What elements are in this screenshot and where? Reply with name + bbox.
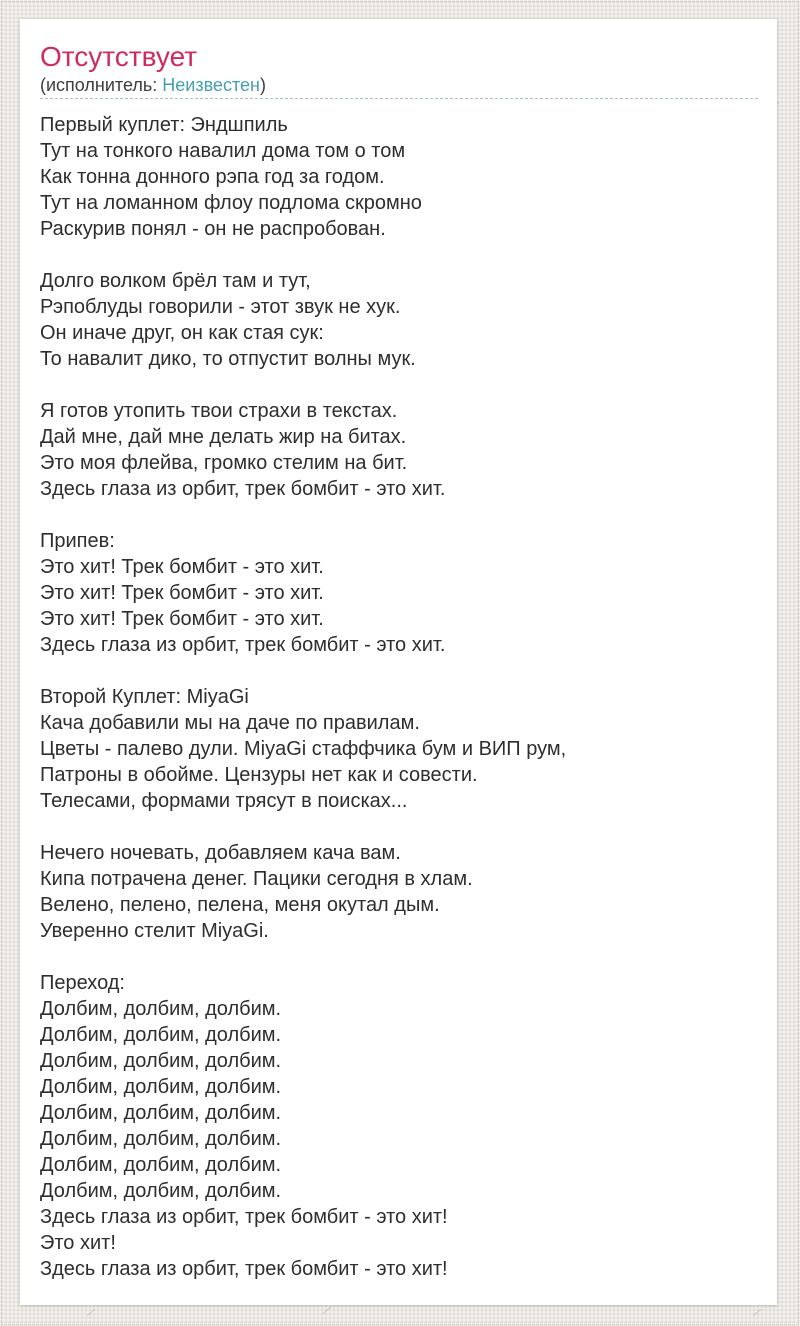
lyric-line: Долбим, долбим, долбим. — [40, 1024, 282, 1046]
stanza — [40, 398, 758, 502]
lyrics-card — [20, 19, 777, 1305]
lyric-line: Кача добавили мы на даче по правилам. — [40, 712, 420, 734]
artist-link[interactable]: Неизвестен — [162, 75, 260, 95]
stanza — [40, 268, 758, 372]
background-fiber-mark — [753, 1309, 761, 1316]
lyric-line: Припев: — [40, 530, 115, 552]
lyric-line: Переход: — [40, 972, 125, 994]
lyric-line: Это хит! Трек бомбит - это хит. — [40, 582, 324, 604]
artist-label: (исполнитель: — [40, 75, 163, 95]
lyric-line: Это хит! Трек бомбит - это хит. — [40, 608, 324, 630]
lyric-line: Долбим, долбим, долбим. — [40, 1050, 282, 1072]
stanza — [40, 112, 758, 242]
lyric-line: Долбим, долбим, долбим. — [40, 1076, 282, 1098]
lyric-line: Долбим, долбим, долбим. — [40, 1128, 282, 1150]
lyric-line: Это моя флейва, громко стелим на бит. — [40, 452, 408, 474]
lyric-line: Это хит! — [40, 1232, 116, 1254]
lyric-line: Здесь глаза из орбит, трек бомбит - это хит. — [40, 634, 446, 656]
lyric-line: Долго волком брёл там и тут, — [40, 270, 311, 292]
lyric-line: Велено, пелено, пелена, меня окутал дым. — [40, 894, 440, 916]
stanza — [40, 840, 758, 944]
lyric-line: Тут на тонкого навалил дома том о том — [40, 140, 406, 162]
lyric-line: Долбим, долбим, долбим. — [40, 1154, 282, 1176]
lyric-line: Первый куплет: Эндшпиль — [40, 114, 288, 136]
lyric-line: Он иначе друг, он как стая сук: — [40, 322, 324, 344]
lyric-line: Здесь глаза из орбит, трек бомбит - это хит! — [40, 1206, 448, 1228]
song-title-link[interactable]: Отсутствует — [40, 41, 198, 72]
lyrics-text — [40, 112, 758, 1282]
lyric-line: Кипа потрачена денег. Пацики сегодня в хлам. — [40, 868, 473, 890]
lyric-line: Долбим, долбим, долбим. — [40, 1102, 282, 1124]
background-fiber-mark — [323, 1307, 331, 1314]
lyric-line: Долбим, долбим, долбим. — [40, 1180, 282, 1202]
artist-line-closing-paren: ) — [259, 75, 266, 95]
lyric-line: Как тонна донного рэпа год за годом. — [40, 166, 385, 188]
artist-line — [40, 75, 758, 99]
lyric-line: Здесь глаза из орбит, трек бомбит - это хит. — [40, 478, 446, 500]
lyric-line: Цветы - палево дули. MiyaGi стаффчика бум и ВИП рум, — [40, 738, 567, 760]
lyric-line: Нечего ночевать, добавляем кача вам. — [40, 842, 401, 864]
lyric-line: Патроны в обойме. Цензуры нет как и совести. — [40, 764, 478, 786]
page-title — [40, 41, 758, 73]
stanza — [40, 970, 758, 1282]
lyric-line: Раскурив понял - он не распробован. — [40, 218, 386, 240]
stanza — [40, 684, 758, 814]
lyric-line: Уверенно стелит MiyaGi. — [40, 920, 269, 942]
lyric-line: Дай мне, дай мне делать жир на битах. — [40, 426, 407, 448]
lyric-line: Второй Куплет: MiyaGi — [40, 686, 249, 708]
lyric-line: Тут на ломанном флоу подлома скромно — [40, 192, 422, 214]
lyric-line: Я готов утопить твои страхи в текстах. — [40, 400, 398, 422]
stanza — [40, 528, 758, 658]
lyric-line: Здесь глаза из орбит, трек бомбит - это хит! — [40, 1258, 448, 1280]
lyric-line: Это хит! Трек бомбит - это хит. — [40, 556, 324, 578]
lyric-line: Долбим, долбим, долбим. — [40, 998, 282, 1020]
lyric-line: То навалит дико, то отпустит волны мук. — [40, 348, 416, 370]
background-fiber-mark — [87, 1309, 95, 1316]
lyric-line: Рэпоблуды говорили - этот звук не хук. — [40, 296, 401, 318]
lyric-line: Телесами, формами трясут в поисках... — [40, 790, 408, 812]
